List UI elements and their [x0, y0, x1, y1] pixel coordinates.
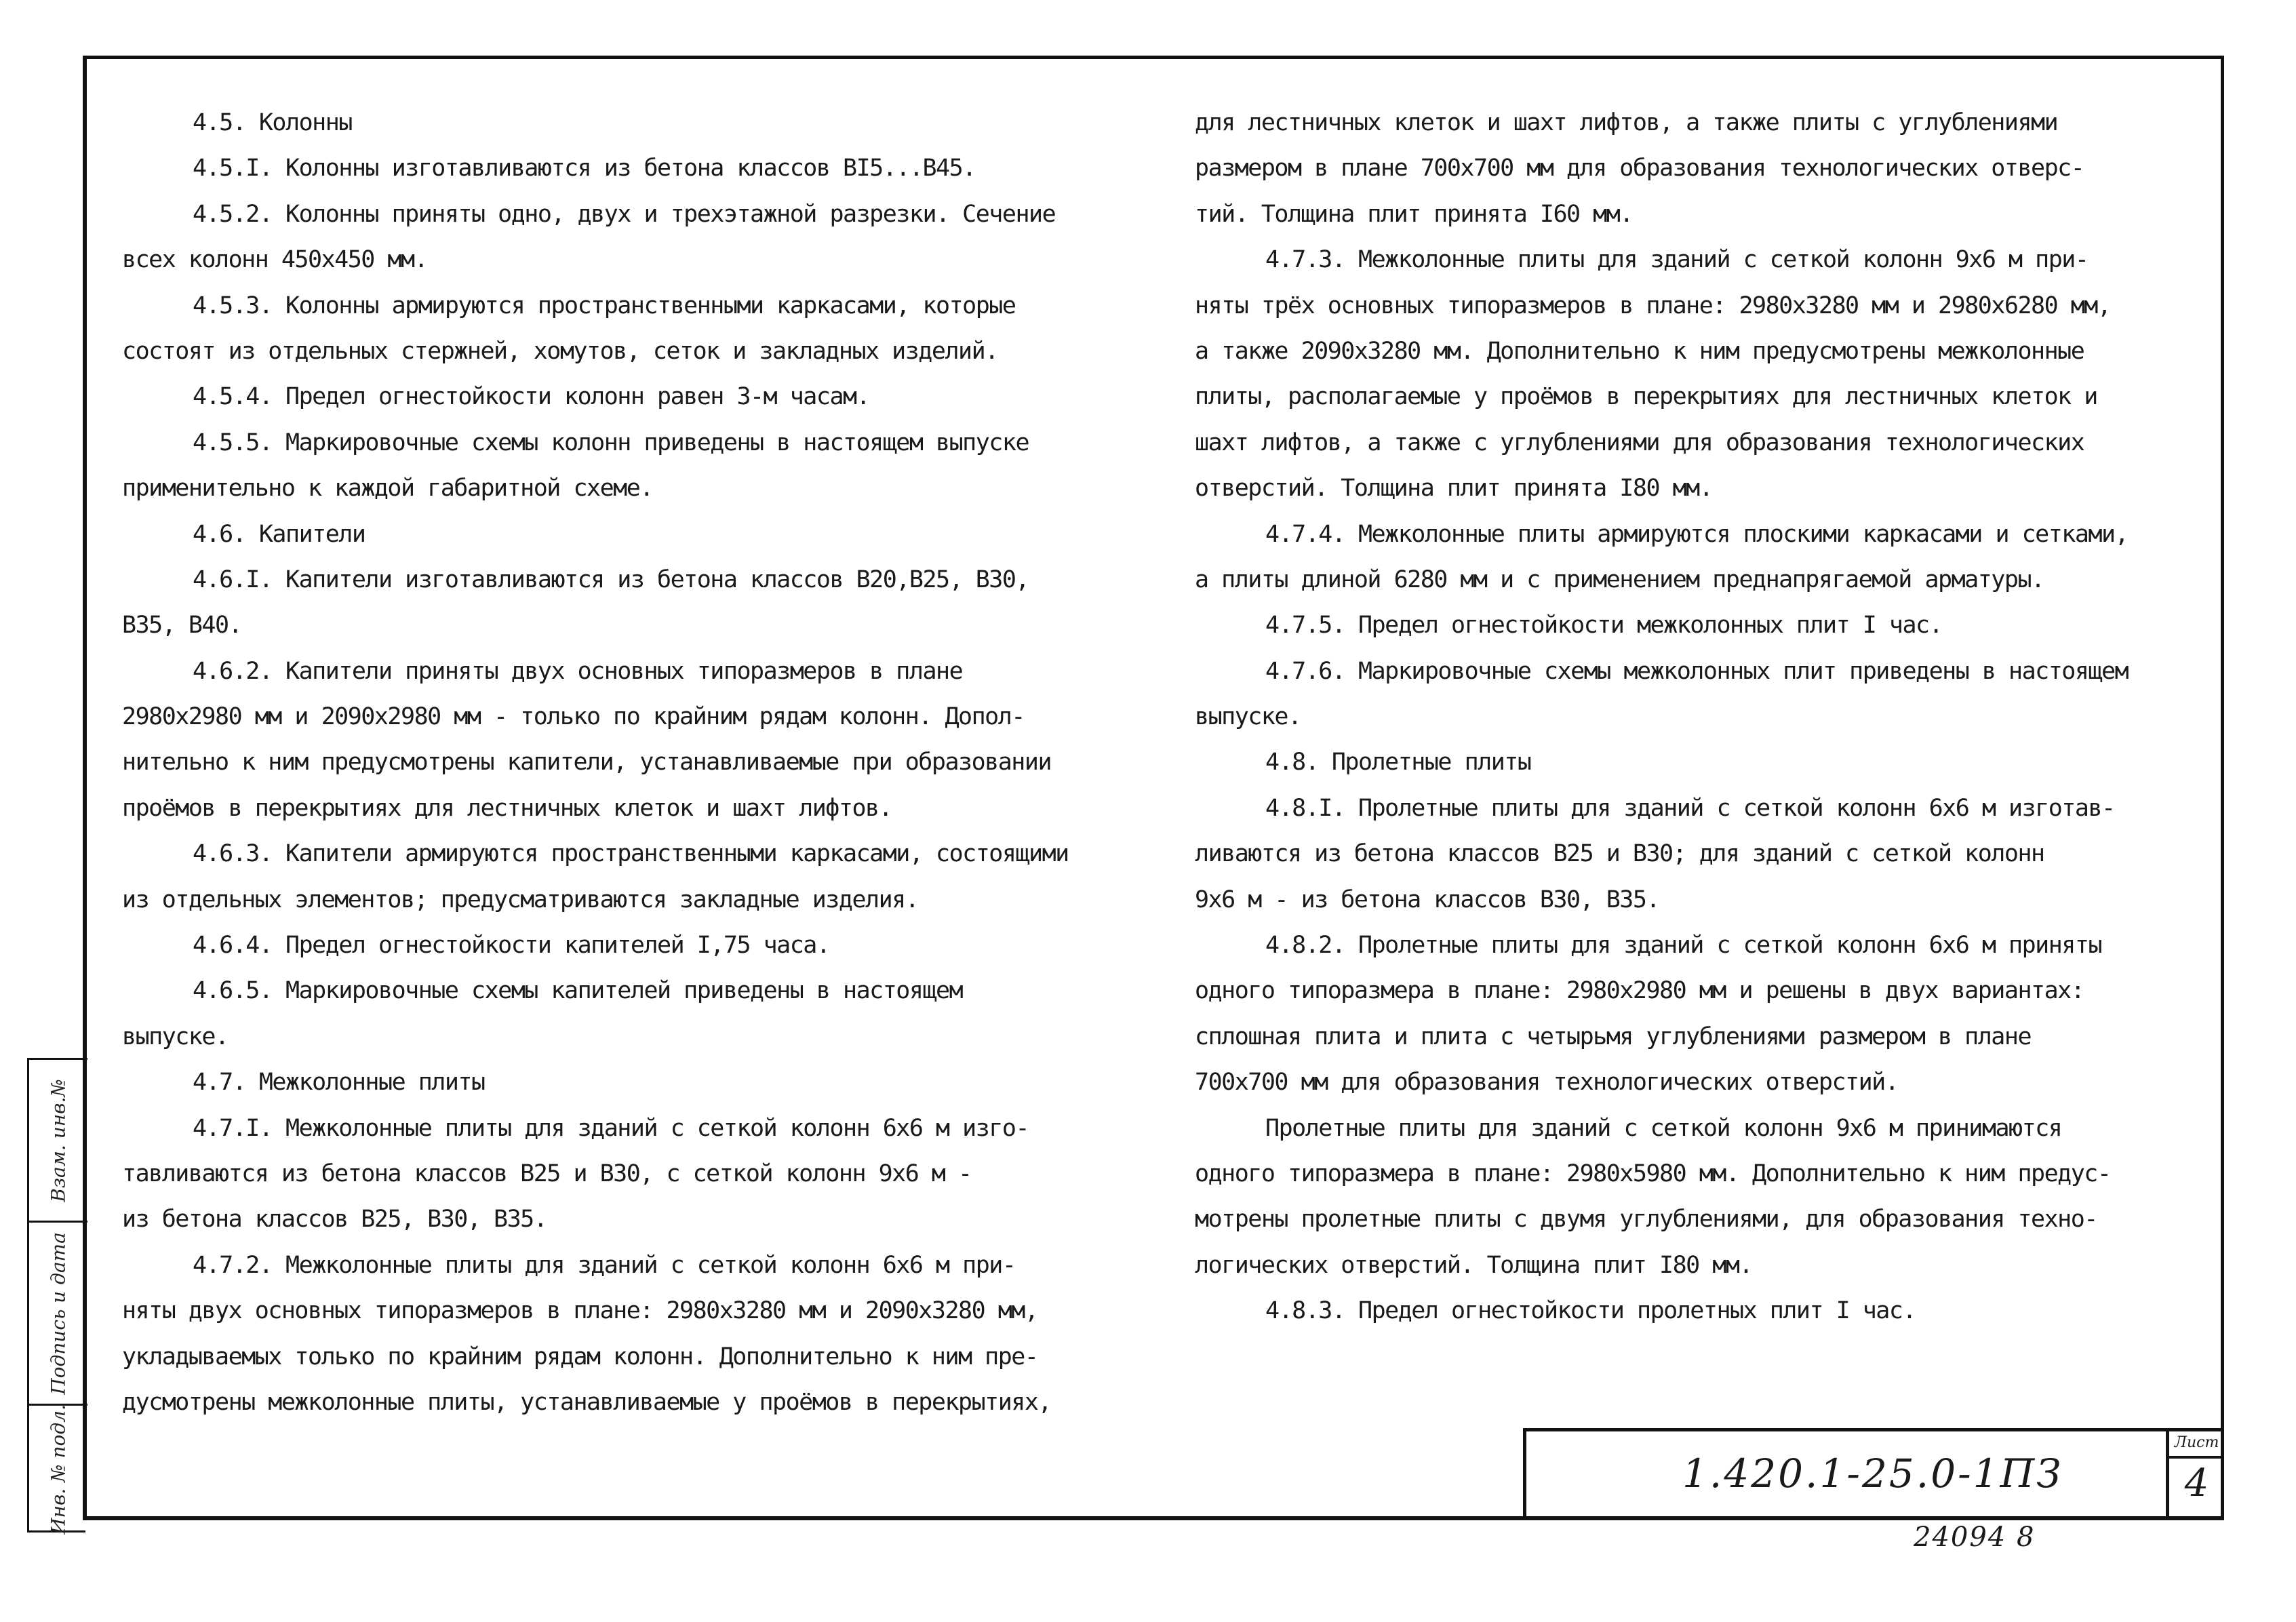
text-line: 4.7. Межколонные плиты: [193, 1069, 485, 1096]
text-line: 4.7.6. Маркировочные схемы межколонных плит приведены в настоящем: [1265, 657, 2129, 685]
stamp-label-replacement: Взам. инв.№: [47, 1078, 70, 1202]
text-line: 4.6.I. Капители изготавливаются из бетона классов В20,В25, В30,: [193, 566, 1029, 593]
text-line: 4.7.4. Межколонные плиты армируются плоскими каркасами и сетками,: [1265, 520, 2129, 548]
text-line: мотрены пролетные плиты с двумя углублениями, для образования техно-: [1195, 1206, 2097, 1233]
stamp-label-signature: Подпись и дата: [47, 1231, 70, 1395]
text-line: состоят из отдельных стержней, хомутов, сеток и закладных изделий.: [122, 337, 998, 365]
text-line: 4.8.3. Предел огнестойкости пролетных плит I час.: [1265, 1297, 1916, 1325]
text-line: 4.6.5. Маркировочные схемы капителей приведены в настоящем: [193, 977, 963, 1005]
text-line: 4.7.5. Предел огнестойкости межколонных плит I час.: [1265, 612, 1943, 639]
text-line: В35, В40.: [122, 612, 242, 639]
text-line: укладываемых только по крайним рядам колонн. Дополнительно к ним пре-: [122, 1343, 1038, 1370]
text-line: 4.5.3. Колонны армируются пространственными каркасами, которые: [193, 292, 1016, 319]
text-line: одного типоразмера в плане: 2980х5980 мм. Дополнительно к ним предус-: [1195, 1160, 2111, 1187]
text-line: няты двух основных типоразмеров в плане: 2980х3280 мм и 2090х3280 мм,: [122, 1297, 1038, 1325]
text-line: 4.5. Колонны: [193, 109, 352, 136]
text-line: 4.5.2. Колонны приняты одно, двух и трехэтажной разрезки. Сечение: [193, 200, 1056, 228]
text-line: 4.7.I. Межколонные плиты для зданий с сеткой колонн 6х6 м изго-: [193, 1114, 1029, 1142]
text-line: применительно к каждой габаритной схеме.: [122, 475, 653, 502]
stamp-cell-inventory: [29, 1404, 87, 1535]
text-line: размером в плане 700х700 мм для образования технологических отверс-: [1195, 155, 2084, 182]
text-line: ливаются из бетона классов В25 и В30; для зданий с сеткой колонн: [1195, 840, 2044, 868]
text-line: 4.5.I. Колонны изготавливаются из бетона классов BI5...B45.: [193, 155, 976, 182]
stamp-cell-signature: [29, 1221, 87, 1404]
sheet-label: Лист: [2169, 1431, 2224, 1459]
text-line: 4.6.3. Капители армируются пространственными каркасами, состоящими: [193, 840, 1069, 868]
text-line: 4.8.2. Пролетные плиты для зданий с сеткой колонн 6х6 м приняты: [1265, 932, 2102, 960]
text-line: 4.8.I. Пролетные плиты для зданий с сеткой колонн 6х6 м изготав-: [1265, 794, 2115, 822]
text-line: тавливаются из бетона классов В25 и В30, с сеткой колонн 9х6 м -: [122, 1160, 972, 1187]
text-line: 2980х2980 мм и 2090х2980 мм - только по крайним рядам колонн. Допол-: [122, 703, 1025, 731]
text-line: одного типоразмера в плане: 2980х2980 мм и решены в двух вариантах:: [1195, 977, 2084, 1005]
text-line: из бетона классов В25, В30, В35.: [122, 1206, 547, 1233]
archive-number: 24094 8: [1914, 1522, 2036, 1553]
text-line: а плиты длиной 6280 мм и с применением преднапрягаемой арматуры.: [1195, 566, 2044, 593]
text-line: выпуске.: [1195, 703, 1301, 731]
text-line: тий. Толщина плит принята I60 мм.: [1195, 200, 1633, 228]
text-line: 4.7.2. Межколонные плиты для зданий с сеткой колонн 6х6 м при-: [193, 1251, 1016, 1279]
text-line: проёмов в перекрытиях для лестничных клеток и шахт лифтов.: [122, 794, 892, 822]
text-line: 4.7.3. Межколонные плиты для зданий с сеткой колонн 9х6 м при-: [1265, 246, 2089, 274]
stamp-cell-replacement: [29, 1058, 87, 1221]
text-line: 700х700 мм для образования технологических отверстий.: [1195, 1069, 1899, 1096]
text-line: 4.8. Пролетные плиты: [1265, 749, 1531, 776]
text-line: 4.6.2. Капители приняты двух основных типоразмеров в плане: [193, 657, 963, 685]
text-line: для лестничных клеток и шахт лифтов, а также плиты с углублениями: [1195, 109, 2058, 136]
text-line: нительно к ним предусмотрены капители, устанавливаемые при образовании: [122, 749, 1052, 776]
text-line: логических отверстий. Толщина плит I80 мм.: [1195, 1251, 1753, 1279]
text-line: 9х6 м - из бетона классов В30, В35.: [1195, 886, 1660, 913]
text-line: няты трёх основных типоразмеров в плане: 2980х3280 мм и 2980х6280 мм,: [1195, 292, 2111, 319]
text-line: выпуске.: [122, 1023, 229, 1050]
text-line: шахт лифтов, а также с углублениями для образования технологических: [1195, 429, 2084, 456]
left-text-column: [122, 100, 1119, 1425]
text-line: отверстий. Толщина плит принята I80 мм.: [1195, 475, 1713, 502]
text-line: дусмотрены межколонные плиты, устанавливаемые у проёмов в перекрытиях,: [122, 1388, 1052, 1416]
text-line: 4.6. Капители: [193, 520, 365, 548]
margin-stamp: [27, 1058, 85, 1535]
text-line: 4.5.4. Предел огнестойкости колонн равен 3-м часам.: [193, 383, 870, 411]
sheet-number-cell: [2166, 1431, 2224, 1520]
text-line: из отдельных элементов; предусматриваются закладные изделия.: [122, 886, 919, 913]
text-line: Пролетные плиты для зданий с сеткой колонн 9х6 м принимаются: [1265, 1114, 2062, 1142]
text-line: 4.6.4. Предел огнестойкости капителей I,75 часа.: [193, 932, 830, 960]
sheet-number: 4: [2184, 1461, 2209, 1505]
text-line: сплошная плита и плита с четырьмя углублениями размером в плане: [1195, 1023, 2032, 1050]
text-line: всех колонн 450х450 мм.: [122, 246, 428, 274]
document-code: 1.420.1-25.0-1ПЗ: [1682, 1450, 2063, 1497]
text-line: 4.5.5. Маркировочные схемы колонн приведены в настоящем выпуске: [193, 429, 1029, 456]
stamp-label-inventory: Инв. № подл.: [47, 1404, 70, 1535]
text-line: а также 2090х3280 мм. Дополнительно к ним предусмотрены межколонные: [1195, 337, 2084, 365]
title-block: [1523, 1428, 2224, 1520]
right-text-column: [1195, 100, 2205, 1334]
text-line: плиты, располагаемые у проёмов в перекрытиях для лестничных клеток и: [1195, 383, 2097, 411]
